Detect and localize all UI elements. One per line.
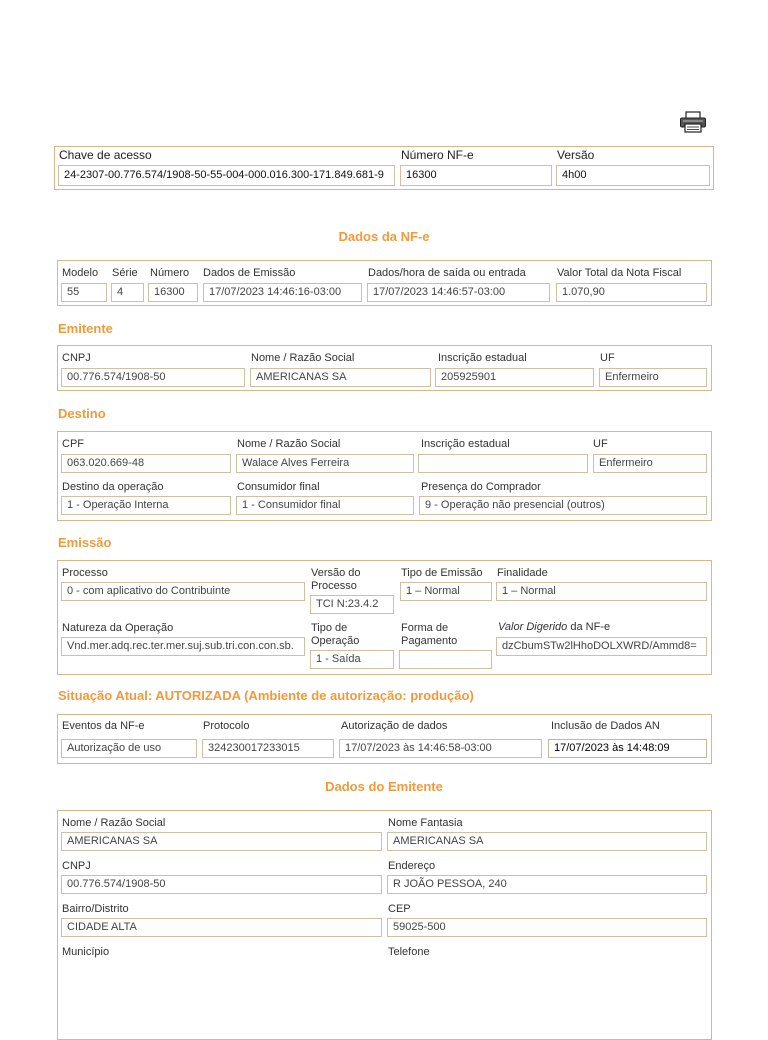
versao-field: 4h00	[556, 165, 710, 186]
emissao-date-field: 17/07/2023 14:46:16-03:00	[203, 283, 362, 302]
de-telefone-label: Telefone	[388, 946, 430, 958]
consumidor-final-field: 1 - Consumidor final	[236, 496, 414, 515]
destino-cpf-field: 063.020.669-48	[61, 454, 231, 473]
de-bairro-label: Bairro/Distrito	[62, 903, 129, 915]
modelo-field: 55	[61, 283, 107, 302]
emitente-ie-label: Inscrição estadual	[438, 352, 527, 364]
tipo-emissao-field: 1 – Normal	[400, 582, 492, 601]
de-endereco-field: R JOÃO PESSOA, 240	[387, 875, 707, 894]
eventos-label: Eventos da NF-e	[62, 720, 145, 732]
section-destino: Destino	[58, 406, 106, 421]
finalidade-field: 1 – Normal	[496, 582, 707, 601]
valor-total-field: 1.070,90	[556, 283, 707, 302]
destino-nome-field: Walace Alves Ferreira	[236, 454, 414, 473]
de-cnpj-field: 00.776.574/1908-50	[61, 875, 382, 894]
emitente-ie-field: 205925901	[435, 368, 594, 387]
inclusao-label: Inclusão de Dados AN	[551, 720, 660, 732]
forma-pagamento-label-2: Pagamento	[401, 635, 458, 647]
modelo-label: Modelo	[62, 267, 99, 279]
forma-pagamento-label-1: Forma de	[401, 622, 449, 634]
printer-icon[interactable]	[679, 111, 707, 133]
de-cnpj-label: CNPJ	[62, 860, 91, 872]
destino-operacao-label: Destino da operação	[62, 481, 164, 493]
numero-field: 16300	[148, 283, 198, 302]
presenca-label: Presença do Comprador	[421, 481, 541, 493]
emitente-uf-field: Enfermeiro	[599, 368, 707, 387]
de-cep-label: CEP	[388, 903, 411, 915]
de-nome-field: AMERICANAS SA	[61, 832, 382, 851]
section-emissao: Emissão	[58, 535, 112, 550]
presenca-field: 9 - Operação não presencial (outros)	[419, 496, 707, 515]
de-municipio-label: Município	[62, 946, 110, 958]
tipo-operacao-label-2: Operação	[311, 635, 360, 647]
emitente-uf-label: UF	[600, 352, 615, 364]
valor-total-label: Valor Total da Nota Fiscal	[557, 267, 682, 279]
destino-ie-label: Inscrição estadual	[421, 438, 510, 450]
section-situacao: Situação Atual: AUTORIZADA (Ambiente de autorização: produção)	[58, 688, 474, 703]
eventos-field: Autorização de uso	[61, 739, 197, 758]
chave-label: Chave de acesso	[59, 148, 152, 162]
versao-processo-label-1: Versão do	[311, 567, 361, 579]
de-cep-field: 59025-500	[387, 918, 707, 937]
valor-digerido-label-rest: da NF-e	[567, 621, 611, 633]
de-endereco-label: Endereço	[388, 860, 436, 872]
tipo-operacao-field: 1 - Saída	[310, 650, 394, 669]
forma-pagamento-field	[399, 650, 492, 669]
section-dados-emitente: Dados do Emitente	[325, 779, 443, 794]
processo-field: 0 - com aplicativo do Contribuinte	[61, 582, 305, 601]
inclusao-field: 17/07/2023 às 14:48:09	[548, 739, 707, 758]
destino-uf-label: UF	[593, 438, 608, 450]
valor-digerido-field: dzCbumSTw2lHhoDOLXWRD/Ammd8=	[496, 637, 707, 656]
valor-digerido-label-italic: Valor Digerido	[498, 621, 568, 633]
autorizacao-field: 17/07/2023 às 14:46:58-03:00	[339, 739, 542, 758]
de-fantasia-field: AMERICANAS SA	[387, 832, 707, 851]
emitente-nome-field: AMERICANAS SA	[250, 368, 431, 387]
tipo-operacao-label-1: Tipo de	[311, 622, 348, 634]
protocolo-label: Protocolo	[203, 720, 250, 732]
natureza-label: Natureza da Operação	[62, 622, 174, 634]
destino-nome-label: Nome / Razão Social	[237, 438, 341, 450]
section-dados-nfe: Dados da NF-e	[338, 229, 430, 244]
emissao-date-label: Dados de Emissão	[203, 267, 296, 279]
autorizacao-label: Autorização de dados	[341, 720, 448, 732]
natureza-field: Vnd.mer.adq.rec.ter.mer.suj.sub.tri.con.con.sb.	[61, 637, 305, 656]
valor-digerido-label	[498, 621, 610, 634]
consumidor-final-label: Consumidor final	[237, 481, 320, 493]
numero-label: Número	[150, 267, 190, 279]
numero-nfe-field: 16300	[400, 165, 552, 186]
processo-label: Processo	[62, 567, 108, 579]
destino-ie-field	[418, 454, 588, 473]
chave-field: 24-2307-00.776.574/1908-50-55-004-000.016.300-171.849.681-9	[58, 165, 395, 186]
de-nome-label: Nome / Razão Social	[62, 817, 166, 829]
saida-field: 17/07/2023 14:46:57-03:00	[367, 283, 550, 302]
serie-field: 4	[111, 283, 144, 302]
de-bairro-field: CIDADE ALTA	[61, 918, 382, 937]
emitente-cnpj-field: 00.776.574/1908-50	[61, 368, 245, 387]
emitente-nome-label: Nome / Razão Social	[251, 352, 355, 364]
tipo-emissao-label: Tipo de Emissão	[401, 567, 483, 579]
versao-processo-field: TCI N:23.4.2	[310, 595, 394, 614]
saida-label: Dados/hora de saída ou entrada	[368, 267, 526, 279]
destino-uf-field: Enfermeiro	[593, 454, 707, 473]
emitente-cnpj-label: CNPJ	[62, 352, 91, 364]
destino-cpf-label: CPF	[62, 438, 84, 450]
serie-label: Série	[112, 267, 138, 279]
finalidade-label: Finalidade	[497, 567, 548, 579]
section-emitente: Emitente	[58, 321, 113, 336]
numero-nfe-label: Número NF-e	[401, 148, 474, 162]
versao-label: Versão	[557, 148, 595, 162]
destino-operacao-field: 1 - Operação Interna	[61, 496, 231, 515]
versao-processo-label-2: Processo	[311, 580, 357, 592]
protocolo-field: 324230017233015	[202, 739, 334, 758]
de-fantasia-label: Nome Fantasia	[388, 817, 463, 829]
